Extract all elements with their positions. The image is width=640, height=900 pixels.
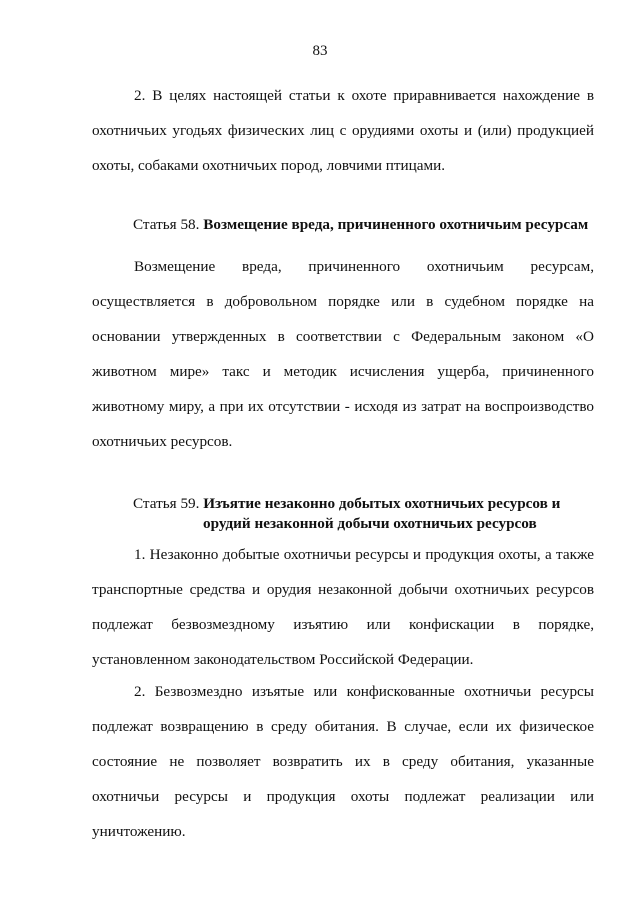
article-58-heading (133, 215, 603, 235)
article-58-title: Возмещение вреда, причиненного охотничьим ресурсам (203, 216, 589, 233)
article-59-title-line2: орудий незаконной добычи охотничьих ресурсов (203, 515, 537, 532)
article-59-heading (133, 494, 595, 534)
paragraph-article59-part2: 2. Безвозмездно изъятые или конфискованные охотничьи ресурсы подлежат возвращению в среду обитания. В случае, если их физическое состояние не позволяет возвратить их в среду обитания, указанные охотничьи ресурсы и продукция охоты подлежат реализации или уничтожению. (92, 683, 594, 840)
article-59-title-line1: Изъятие незаконно добытых охотничьих ресурсов и (203, 495, 561, 512)
paragraph-article59-part1: 1. Незаконно добытые охотничьи ресурсы и продукция охоты, а также транспортные средства и орудия незаконной добычи охотничьих ресурсов подлежат безвозмездному изъятию или конфискации в порядке, установленном законодательством Российской Федерации. (92, 546, 594, 668)
article-58-label: Статья 58. (133, 216, 200, 233)
page-number: 83 (312, 43, 328, 59)
paragraph-article57-part2: 2. В целях настоящей статьи к охоте приравнивается нахождение в охотничьих угодьях физических лиц с орудиями охоты и (или) продукцией охоты, собаками охотничьих пород, ловчими птицами. (92, 87, 594, 174)
article-59-label: Статья 59. (133, 495, 200, 512)
paragraph-article58: Возмещение вреда, причиненного охотничьим ресурсам, осуществляется в добровольном порядке или в судебном порядке на основании утвержденных в соответствии с Федеральным законом «О животном мире» такс и методик исчисления ущерба, причиненного животному миру, а при их отсутствии - исходя из затрат на воспроизводство охотничьих ресурсов. (92, 258, 594, 450)
